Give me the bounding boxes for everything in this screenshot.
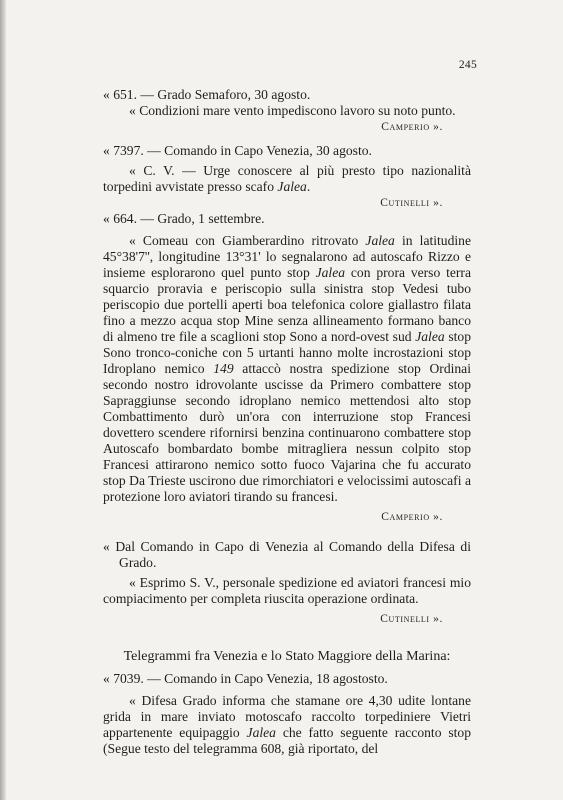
telegram-7039-body: « Difesa Grado informa che stamane ore 4,30 udite lontane grida in mare inviato motoscafo raccolto torpediniere Vietri appartenente equipaggio Jalea che fatto seguente racconto stop (Segue testo del telegramma 608, già riportato, del — [103, 693, 471, 756]
page-binding-edge — [0, 0, 6, 800]
telegram-difesa-grado-signature: Cutinelli ». — [380, 613, 443, 625]
telegram-7039-header: « 7039. — Comando in Capo Venezia, 18 agostosto. — [103, 671, 388, 686]
telegram-7397-header: « 7397. — Comando in Capo Venezia, 30 agosto. — [103, 143, 372, 158]
ship-name-jalea: Jalea — [246, 725, 276, 740]
telegram-difesa-grado-body: « Esprimo S. V., personale spedizione ed aviatori francesi mio compiacimento per completa riuscita operazione ordinata. — [103, 575, 471, 606]
telegram-664-header: « 664. — Grado, 1 settembre. — [103, 211, 265, 226]
ship-name-jalea: Jalea — [315, 265, 346, 280]
telegram-7397-body: « C. V. — Urge conoscere al più presto tipo nazionalità torpedini avvistate presso scafo Jalea. — [103, 163, 471, 194]
telegram-651-signature: Camperio ». — [381, 121, 443, 133]
page-number: 245 — [458, 59, 477, 71]
telegram-651-header: « 651. — Grado Semaforo, 30 agosto. — [103, 87, 311, 102]
text-column — [103, 87, 471, 757]
telegram-651-body: « Condizioni mare vento impediscono lavoro su noto punto. — [129, 103, 456, 118]
telegram-7397-signature: Cutinelli ». — [380, 197, 443, 209]
section-title: Telegrammi fra Venezia e lo Stato Maggiore della Marina: — [123, 649, 451, 664]
telegram-664-signature: Camperio ». — [381, 511, 443, 523]
telegram-664-body: « Comeau con Giamberardino ritrovato Jalea in latitudine 45°38'7'', longitudine 13°31' lo segnalarono ad autoscafo Rizzo e insieme esplorarono quel punto stop Jalea con prora verso terra squarcio proravia e periscopio sulla sinistra stop Vedesi tubo periscopio due portelli aperti boa telefonica colore giallastro filata fino a mezzo acqua stop Mine senza allineamento formano banco di almeno tre file a scaglioni stop Sono a nord-ovest sud Jalea stop Sono tronco-coniche con 5 urtanti hanno molte incrostazioni stop Idroplano nemico 149 attaccò nostra spedizione stop Ordinai secondo nostro idrovolante uscisse da Primero combattere stop Sapraggiunse secondo idroplano nemico mettendosi alto stop Combattimento durò un'ora con interruzione stop Francesi dovettero scendere rifornirsi benzina continuarono combattere stop Autoscafo bombardato bombe mitragliera nessun colpito stop Francesi attirarono nemico sotto fuoco Vajarina che fu accurato stop Da Trieste uscirono due rimorchiatori e velocissimi autoscafi a protezione loro aviatori tirando su francesi. — [103, 233, 472, 504]
telegram-difesa-grado-header: « Dal Comando in Capo di Venezia al Comando della Difesa di Grado. — [103, 539, 471, 570]
ship-name-jalea: Jalea — [415, 329, 445, 344]
ship-name-jalea: Jalea — [277, 179, 307, 194]
ship-name-jalea: Jalea — [365, 233, 395, 248]
seaplane-number: 149 — [213, 361, 234, 376]
